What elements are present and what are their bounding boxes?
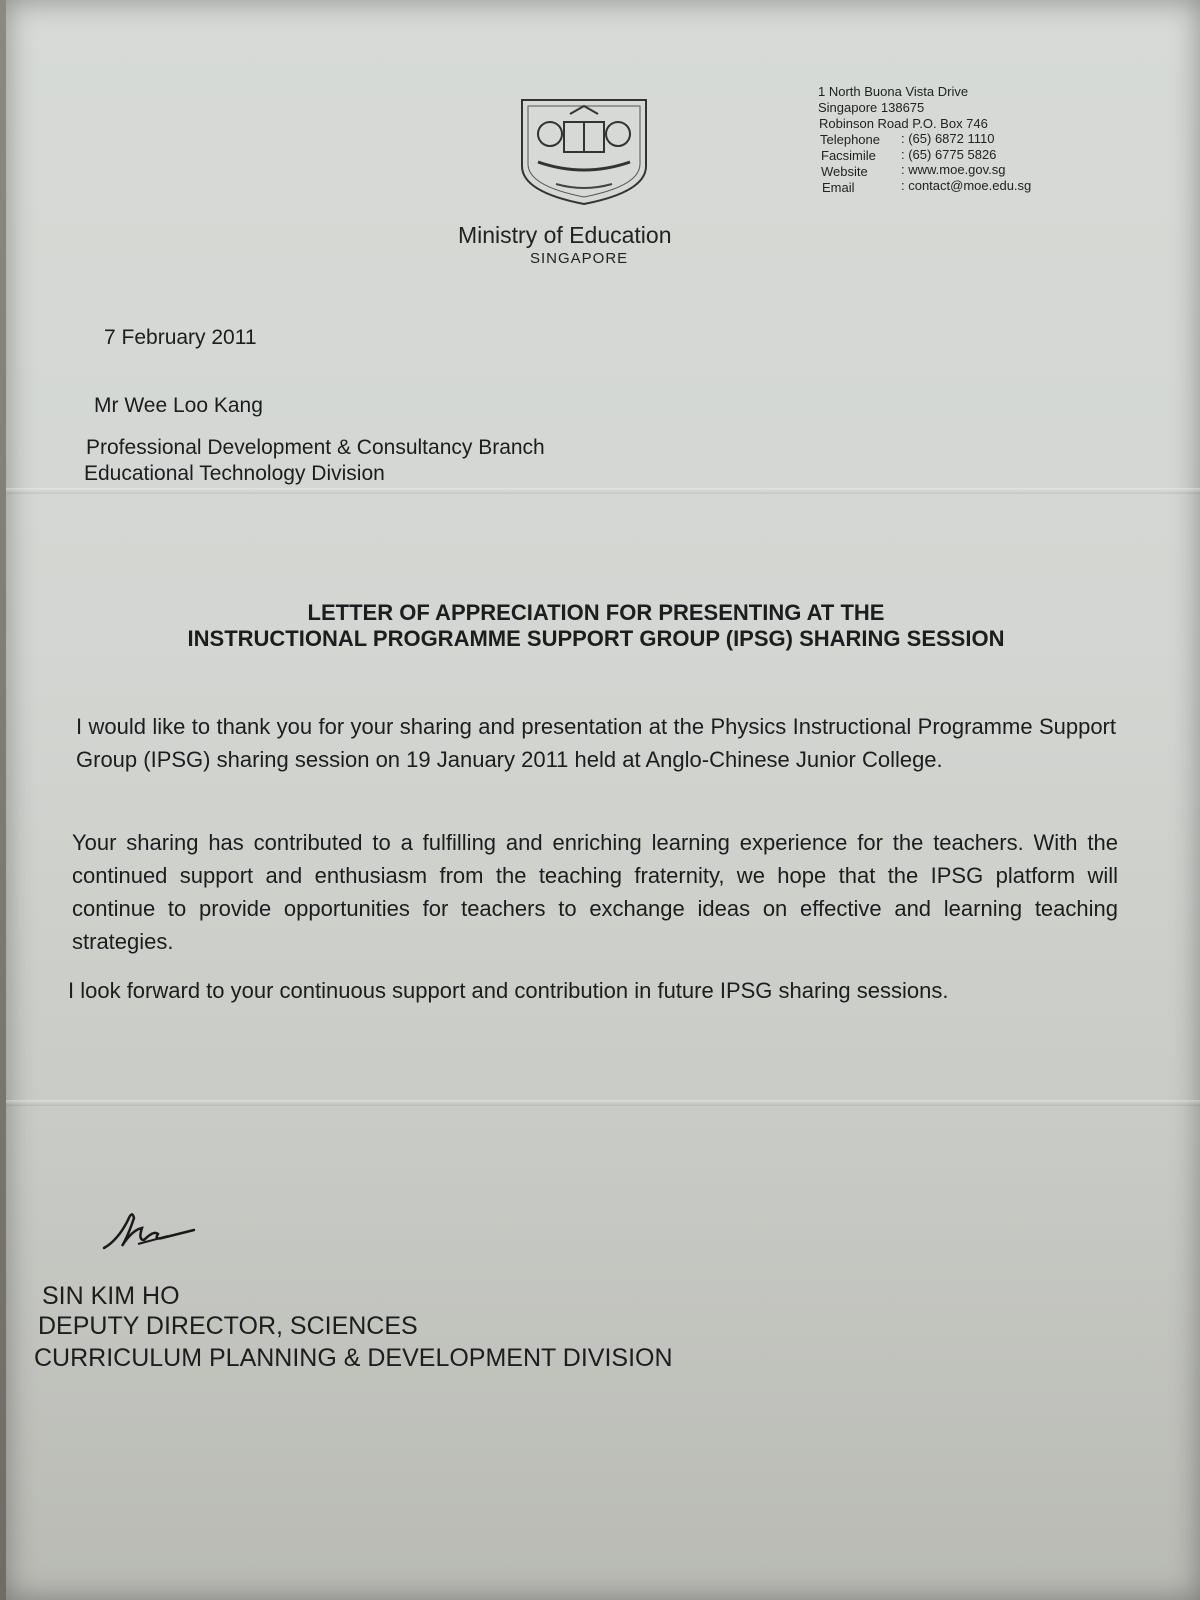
address-line: Singapore 138675 (818, 100, 925, 115)
signature (98, 1200, 208, 1260)
recipient-branch: Professional Development & Consultancy Branch (86, 436, 545, 459)
letter-heading-line-2: INSTRUCTIONAL PROGRAMME SUPPORT GROUP (IPSG) SHARING SESSION (187, 626, 1005, 651)
paper-fold (6, 488, 1200, 494)
contact-label: Email (822, 180, 855, 195)
address-line: Robinson Road P.O. Box 746 (819, 116, 988, 131)
address-line: 1 North Buona Vista Drive (818, 84, 969, 99)
letter-date: 7 February 2011 (104, 326, 257, 349)
contact-value: : www.moe.gov.sg (901, 162, 1006, 177)
ministry-name: Ministry of Education (458, 222, 672, 248)
body-paragraph: I would like to thank you for your sharing and presentation at the Physics Instructional Programme Support Group (IPSG) sharing session on 19 January 2011 held at Anglo-Chinese Junior College. (76, 714, 1116, 772)
recipient-name: Mr Wee Loo Kang (94, 394, 263, 417)
letter-page (6, 0, 1200, 1600)
moe-crest-icon (518, 96, 650, 206)
contact-value: : contact@moe.edu.sg (901, 178, 1032, 193)
ministry-country: SINGAPORE (530, 250, 629, 267)
contact-value: : (65) 6775 5826 (901, 147, 997, 162)
contact-label: Website (821, 164, 868, 179)
recipient-division: Educational Technology Division (84, 462, 385, 485)
letter-heading-line-1: LETTER OF APPRECIATION FOR PRESENTING AT THE (307, 600, 885, 625)
contact-label: Telephone (820, 132, 880, 147)
paper-fold (6, 1100, 1200, 1106)
signatory-title: DEPUTY DIRECTOR, SCIENCES (38, 1312, 418, 1340)
body-paragraph: I look forward to your continuous support and contribution in future IPSG sharing sessions. (68, 978, 949, 1003)
signatory-division: CURRICULUM PLANNING & DEVELOPMENT DIVISION (34, 1344, 673, 1372)
contact-value: : (65) 6872 1110 (901, 131, 995, 146)
contact-label: Facsimile (821, 148, 876, 163)
signatory-name: SIN KIM HO (42, 1282, 180, 1310)
body-paragraph: Your sharing has contributed to a fulfilling and enriching learning experience for the teachers. With the continued support and enthusiasm from the teaching fraternity, we hope that the IPSG platform will continue to provide opportunities for teachers to exchange ideas on effective and learning teaching strategies. (72, 830, 1118, 954)
